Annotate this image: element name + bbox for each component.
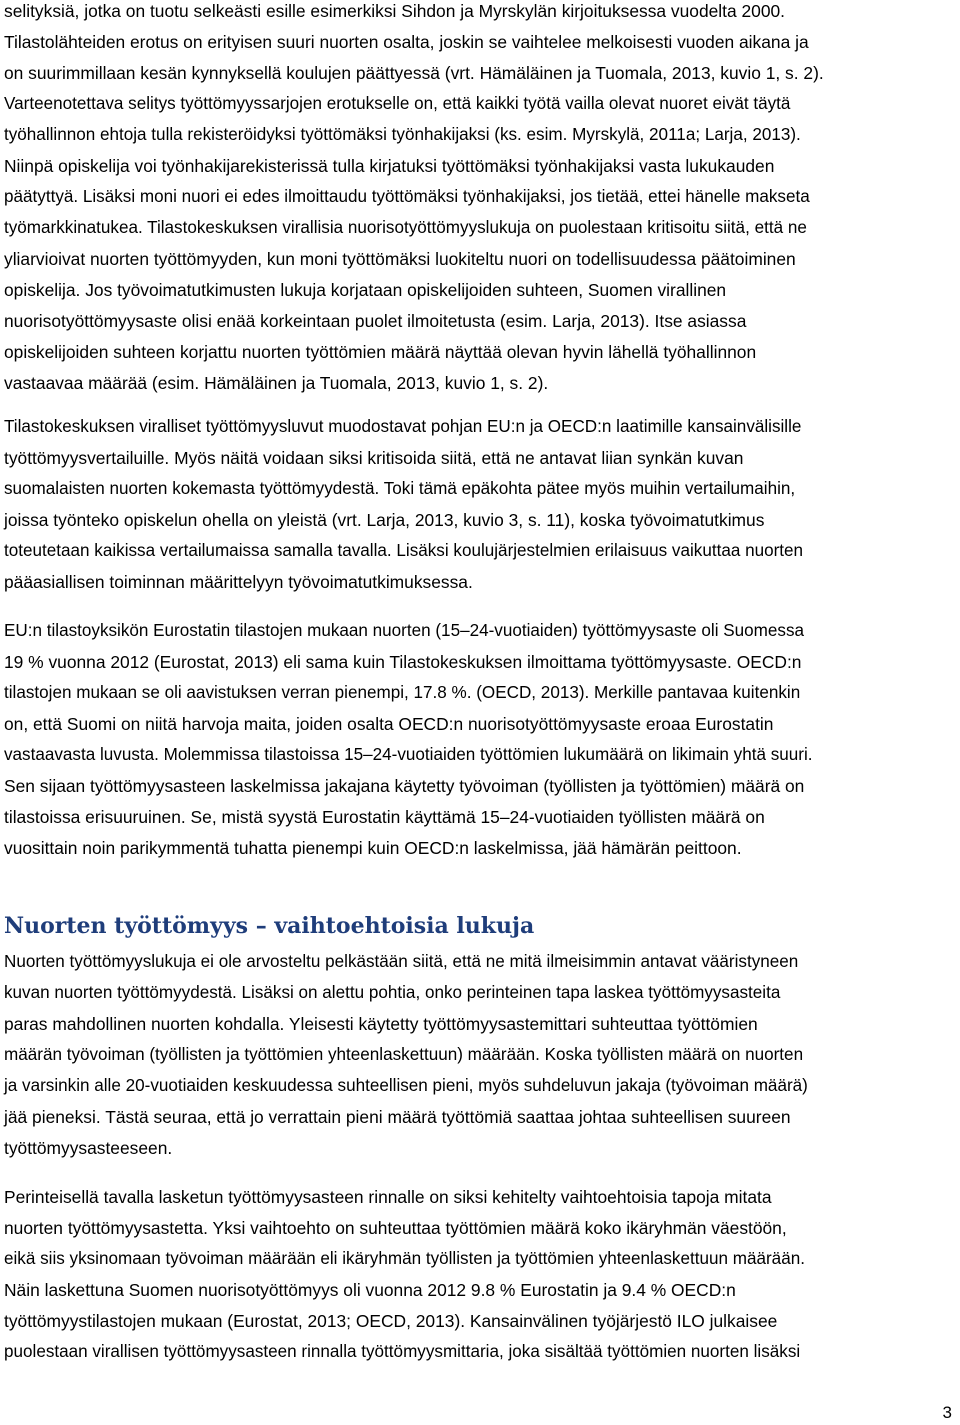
text-line: työmarkkinatukea. Tilastokeskuksen virallisia nuorisotyöttömyyslukuja on puolestaan kritisoitu siitä, että ne: [4, 218, 807, 237]
text-line: päätyttyä. Lisäksi moni nuori ei edes ilmoittaudu työttömäksi työnhakijaksi, jos tietää, ettei hänelle makseta: [4, 187, 810, 206]
text-line: on suurimmillaan kesän kynnyksellä koulujen päättyessä (vrt. Hämäläinen ja Tuomala, 2013, kuvio 1, s. 2).: [4, 63, 824, 83]
text-line: Sen sijaan työttömyysasteen laskelmissa jakajana käytetty työvoiman (työllisten ja työttömien) määrä on: [4, 776, 805, 796]
text-line: vuosittain noin parikymmentä tuhatta pienempi kuin OECD:n laskelmissa, jää hämärän peittoon.: [4, 838, 742, 858]
text-line: opiskelija. Jos työvoimatutkimusten lukuja korjataan opiskelijoiden suhteen, Suomen virallinen: [4, 280, 727, 300]
text-line: pääasiallisen toiminnan määrittelyyn työvoimatutkimuksessa.: [4, 572, 473, 592]
text-line: kuvan nuorten työttömyydestä. Lisäksi on alettu pohtia, onko perinteinen tapa laskea työttömyysasteita: [4, 983, 781, 1002]
text-line: työttömyysasteeseen.: [4, 1138, 173, 1158]
text-line: työhallinnon ehtoja tulla rekisteröidyksi työttömäksi työnhakijaksi (ks. esim. Myrskylä, 2011a; Larja, 2013).: [4, 125, 801, 144]
text-line: jää pieneksi. Tästä seuraa, että jo verrattain pieni määrä työttömiä saattaa johtaa suhteellisen suureen: [4, 1107, 791, 1127]
text-line: toteutetaan kaikissa vertailumaissa samalla tavalla. Lisäksi koulujärjestelmien erilaisuus vaikuttaa nuorten: [4, 541, 804, 560]
text-line: selityksiä, jotka on tuotu selkeästi esille esimerkiksi Sihdon ja Myrskylän kirjoituksessa vuodelta 2000.: [4, 1, 785, 21]
text-line: 19 % vuonna 2012 (Eurostat, 2013) eli sama kuin Tilastokeskuksen ilmoittama työttömyysaste. OECD:n: [4, 652, 802, 672]
text-line: Näin laskettuna Suomen nuorisotyöttömyys oli vuonna 2012 9.8 % Eurostatin ja 9.4 % OECD:n: [4, 1280, 736, 1300]
section-heading: Nuorten työttömyys – vaihtoehtoisia lukuja: [4, 913, 535, 939]
text-line: vastaavaa määrää (esim. Hämäläinen ja Tuomala, 2013, kuvio 1, s. 2).: [4, 373, 549, 393]
text-line: puolestaan virallisen työttömyysasteen rinnalla työttömyysmittaria, joka sisältää työttömien nuorten lisäksi: [4, 1342, 801, 1361]
text-line: vastaavasta luvusta. Molemmissa tilastoissa 15–24-vuotiaiden työttömien lukumäärä on likimain yhtä suuri.: [4, 745, 813, 764]
text-line: Niinpä opiskelija voi työnhakijarekisterissä tulla kirjatuksi työttömäksi työnhakijaksi vasta lukukauden: [4, 156, 775, 176]
text-line: Nuorten työttömyyslukuja ei ole arvosteltu pelkästään siitä, että ne mitä ilmeisimmin antavat vääristyneen: [4, 952, 799, 971]
text-line: työttömyysvertailuille. Myös näitä voidaan siksi kritisoida siitä, että ne antavat liian synkän kuvan: [4, 448, 744, 468]
text-line: EU:n tilastoyksikön Eurostatin tilastojen mukaan nuorten (15–24-vuotiaiden) työttömyysaste oli Suomessa: [4, 621, 805, 640]
text-line: määrän työvoiman (työllisten ja työttömien yhteenlaskettuun) määrään. Koska työllisten määrä on nuorten: [4, 1045, 804, 1064]
text-line: tilastojen mukaan se oli aavistuksen verran pienempi, 17.8 %. (OECD, 2013). Merkille pantavaa kuitenkin: [4, 683, 801, 702]
text-line: nuorisotyöttömyysaste olisi enää korkeintaan puolet ilmoitetusta (esim. Larja, 2013). Itse asiassa: [4, 311, 747, 331]
text-line: opiskelijoiden suhteen korjattu nuorten työttömien määrä näyttää olevan hyvin lähellä työhallinnon: [4, 342, 757, 362]
text-line: suomalaisten nuorten kokemasta työttömyydestä. Toki tämä epäkohta pätee myös muihin vertailumaihin,: [4, 479, 796, 498]
text-line: paras mahdollinen nuorten kohdalla. Yleisesti käytetty työttömyysastemittari suhteuttaa työttömien: [4, 1014, 758, 1034]
text-line: työttömyystilastojen mukaan (Eurostat, 2013; OECD, 2013). Kansainvälinen työjärjestö ILO julkaisee: [4, 1311, 778, 1331]
text-line: Tilastolähteiden erotus on erityisen suuri nuorten osalta, joskin se vaihtelee melkoisesti vuoden aikana ja: [4, 32, 809, 52]
text-line: Tilastokeskuksen viralliset työttömyysluvut muodostavat pohjan EU:n ja OECD:n laatimille kansainvälisille: [4, 417, 802, 436]
text-line: Perinteisellä tavalla lasketun työttömyysasteen rinnalle on siksi kehitelty vaihtoehtoisia tapoja mitata: [4, 1187, 772, 1207]
text-line: Varteenotettava selitys työttömyyssarjojen erotukselle on, että kaikki työtä vailla olevat nuoret eivät täytä: [4, 94, 791, 113]
text-line: tilastoissa erisuuruinen. Se, mistä syystä Eurostatin käyttämä 15–24-vuotiaiden työllisten määrä on: [4, 807, 765, 827]
text-line: joissa työnteko opiskelun ohella on yleistä (vrt. Larja, 2013, kuvio 3, s. 11), koska työvoimatutkimus: [4, 510, 765, 530]
text-line: nuorten työttömyysastetta. Yksi vaihtoehto on suhteuttaa työttömien määrä koko ikäryhmän väestöön,: [4, 1218, 787, 1238]
text-line: ja varsinkin alle 20-vuotiaiden keskuudessa suhteellisen pieni, myös suhdeluvun jakaja (työvoiman määrä): [4, 1076, 808, 1095]
page-number: 3: [942, 1403, 952, 1422]
text-line: yliarvioivat nuorten työttömyyden, kun moni työttömäksi luokiteltu nuori on todellisuudessa päätoiminen: [4, 249, 796, 269]
text-line: eikä siis yksinomaan työvoiman määrään eli ikäryhmän työllisten ja työttömien yhteenlaskettuun määrään.: [4, 1249, 805, 1268]
text-line: on, että Suomi on niitä harvoja maita, joiden osalta OECD:n nuorisotyöttömyysaste eroaa Eurostatin: [4, 714, 774, 734]
